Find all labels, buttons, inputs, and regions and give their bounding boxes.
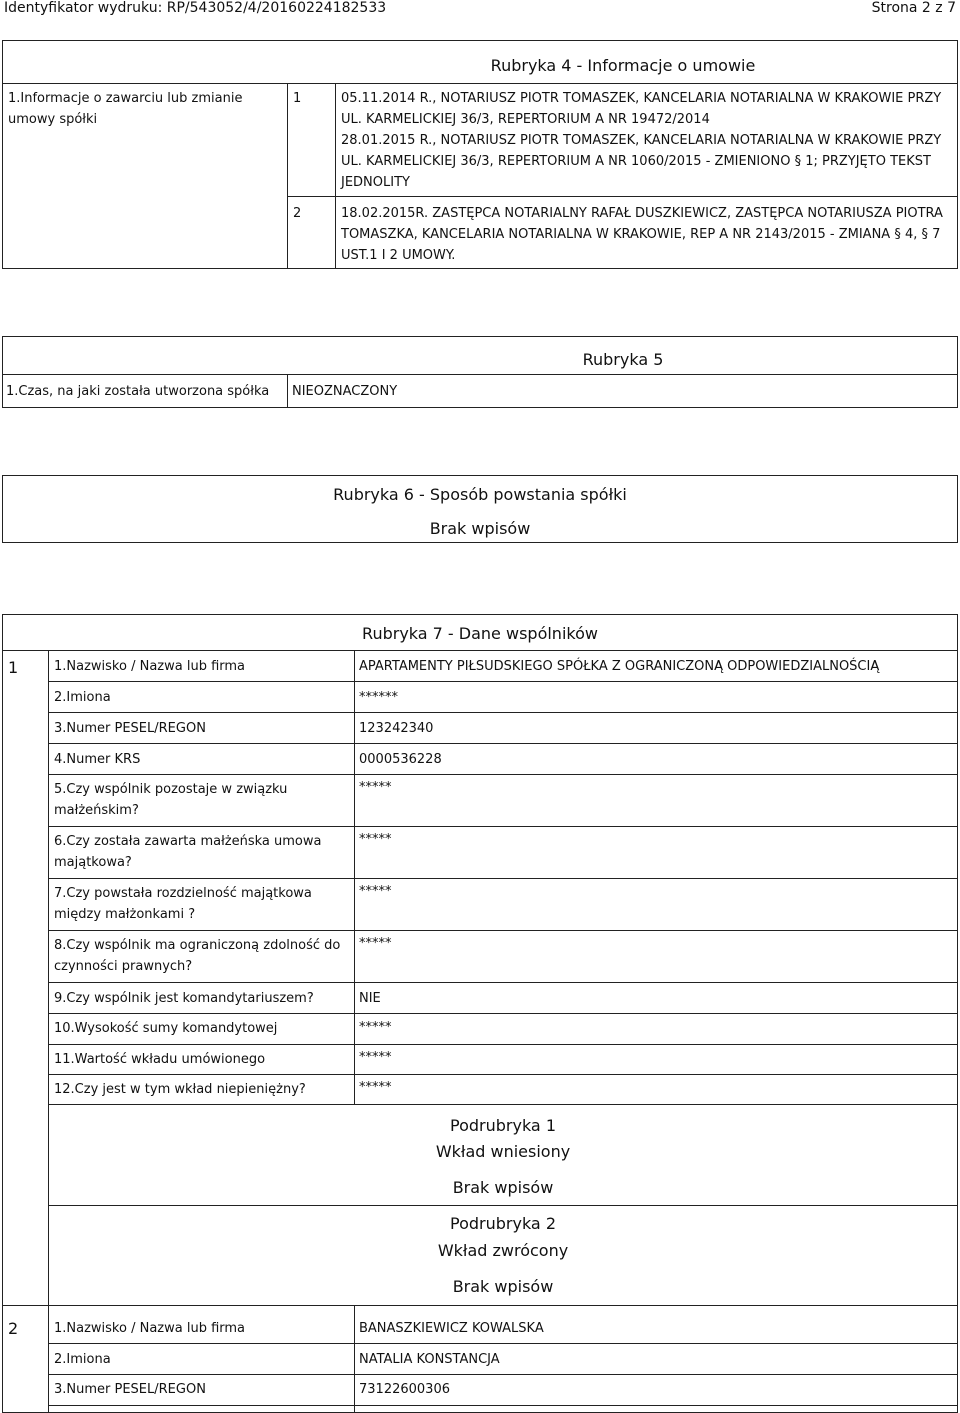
rubryka6-title: Rubryka 6 - Sposób powstania spółki [333,485,627,504]
contract-entry: 28.01.2015 R., NOTARIUSZ PIOTR TOMASZEK, KANCELARIA NOTARIALNA W KRAKOWIE PRZY UL. KARMELICKIEJ 36/3, REPERTORIUM A NR 1060/2015 - ZMIENIONO § 1; PRZYJĘTO TEKST JEDNOLITY [341,133,942,190]
field-value: ***** [359,832,392,847]
field-label: 9.Czy wspólnik jest komandytariuszem? [54,991,314,1006]
field-value: ***** [359,1080,392,1095]
field-label: 4.Numer KRS [54,752,141,767]
subsection-title: Podrubryka 2 [450,1214,556,1233]
partner-number: 1 [8,658,19,677]
field-value: ***** [359,780,392,795]
contract-entry: 18.02.2015R. ZASTĘPCA NOTARIALNY RAFAŁ DUSZKIEWICZ, ZASTĘPCA NOTARIUSZA PIOTRA TOMASZKA, KANCELARIA NOTARIALNA W KRAKOWIE, REP A NR 2143/2015 - ZMIANA § 4, § 7 UST.1 I 2 UMOWY. [341,206,943,263]
field-value: APARTAMENTY PIŁSUDSKIEGO SPÓŁKA Z OGRANICZONĄ ODPOWIEDZIALNOŚCIĄ [359,659,880,674]
field-value: ***** [359,884,392,899]
field-label: 2.Imiona [54,1352,111,1367]
field-label: 6.Czy została zawarta małżeńska umowa majątkowa? [54,834,322,870]
partner-number: 2 [8,1319,19,1338]
field-value: ***** [359,1050,392,1065]
subsection-title: Podrubryka 1 [450,1116,556,1135]
rubryka5-value: NIEOZNACZONY [292,384,398,399]
print-identifier: Identyfikator wydruku: RP/543052/4/20160224182533 [4,0,387,16]
field-value: BANASZKIEWICZ KOWALSKA [359,1321,544,1336]
page-number: Strona 2 z 7 [871,0,956,16]
field-value: 123242340 [359,721,434,736]
field-label: 2.Imiona [54,690,111,705]
field-value: ***** [359,936,392,951]
field-label: 8.Czy wspólnik ma ograniczoną zdolność do czynności prawnych? [54,938,341,974]
subsection-subtitle: Wkład zwrócony [437,1241,569,1260]
field-label: 12.Czy jest w tym wkład niepieniężny? [54,1082,306,1097]
rubryka4-label: 1.Informacje o zawarciu lub zmianie umowy spółki [8,91,243,127]
contract-entry: 05.11.2014 R., NOTARIUSZ PIOTR TOMASZEK, KANCELARIA NOTARIALNA W KRAKOWIE PRZY UL. KARMELICKIEJ 36/3, REPERTORIUM A NR 19472/2014 [341,91,942,127]
rubryka5-title: Rubryka 5 [582,350,664,369]
field-value: NIE [359,991,381,1006]
subsection-empty: Brak wpisów [452,1277,554,1296]
subsection-empty: Brak wpisów [452,1178,554,1197]
field-label: 3.Numer PESEL/REGON [54,721,206,736]
entry-number: 2 [293,206,302,221]
rubryka4-title: Rubryka 4 - Informacje o umowie [490,56,756,75]
field-value: NATALIA KONSTANCJA [359,1352,500,1367]
field-value: ****** [359,690,398,705]
subsection-subtitle: Wkład wniesiony [435,1142,571,1161]
rubryka5-label: 1.Czas, na jaki została utworzona spółka [6,384,270,399]
field-value: ***** [359,1020,392,1035]
rubryka6-empty: Brak wpisów [429,519,531,538]
field-value: 0000536228 [359,752,442,767]
field-label: 7.Czy powstała rozdzielność majątkowa między małżonkami ? [54,886,312,922]
rubryka7-title: Rubryka 7 - Dane wspólników [362,624,598,643]
print-header [0,0,960,16]
field-label: 3.Numer PESEL/REGON [54,1382,206,1397]
field-label: 1.Nazwisko / Nazwa lub firma [54,1321,246,1336]
field-label: 5.Czy wspólnik pozostaje w związku małżeńskim? [54,782,288,818]
entry-number: 1 [293,91,302,106]
field-label: 10.Wysokość sumy komandytowej [54,1021,278,1036]
field-label: 11.Wartość wkładu umówionego [54,1052,266,1067]
field-value: 73122600306 [359,1382,450,1397]
field-label: 1.Nazwisko / Nazwa lub firma [54,659,246,674]
